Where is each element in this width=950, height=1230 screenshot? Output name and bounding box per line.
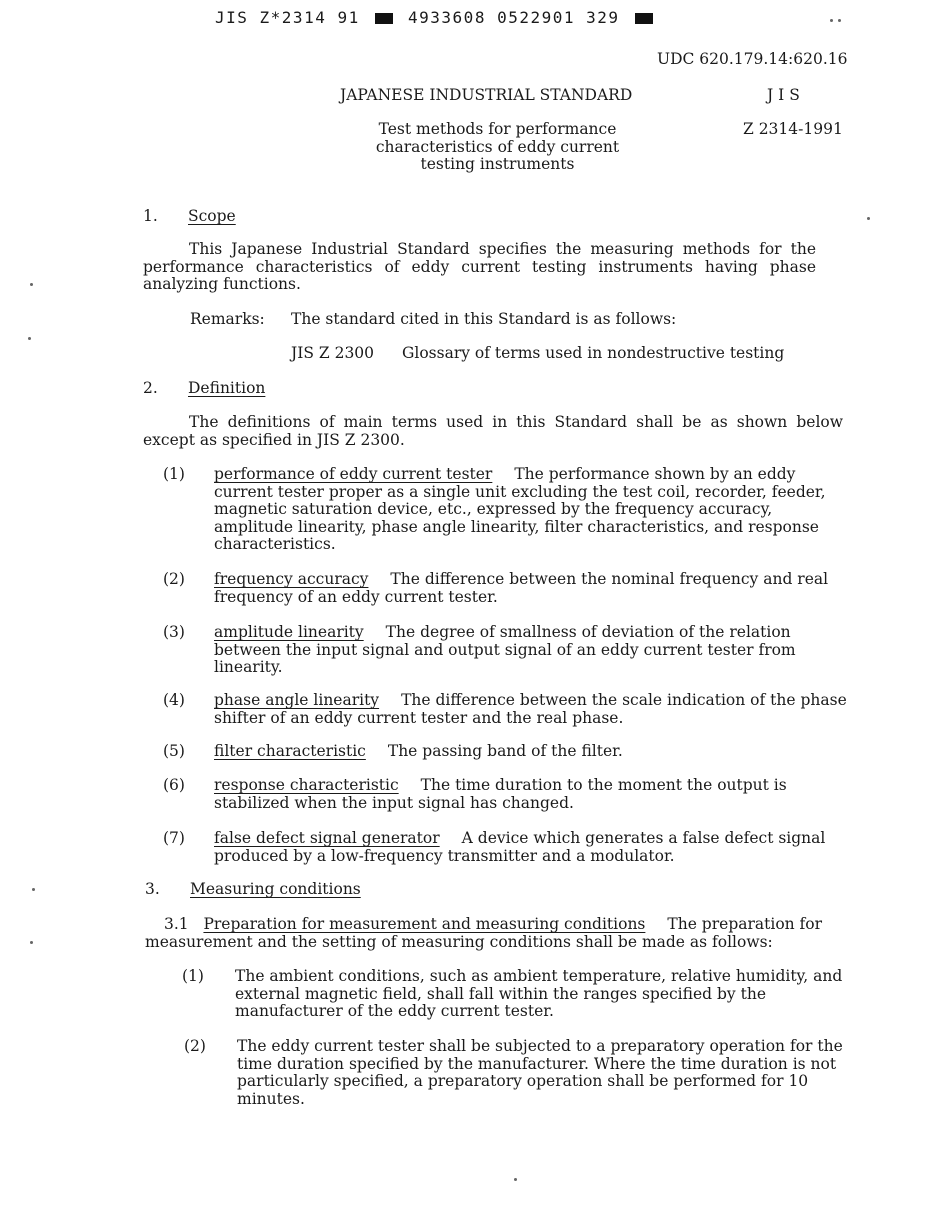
subsection-heading: Preparation for measurement and measuring conditions [203, 915, 646, 933]
subsection-number: 3.1 [164, 915, 189, 933]
def-text: The performance shown by an eddy current tester proper as a single unit excluding the test coil, recorder, feeder, magnetic saturation device, etc., expressed by the frequency accuracy, amplitude linearity, phase angle linearity, filter characteristics, and response characteristics. [214, 465, 826, 553]
def-item-number: (2) [163, 570, 185, 588]
def-text: The difference between the scale indication of the phase shifter of an eddy current tester and the real phase. [214, 691, 847, 727]
section-1-heading: Scope [188, 207, 236, 225]
black-block-mark [635, 13, 653, 24]
scan-speck [30, 941, 33, 944]
def-term: performance of eddy current tester [214, 465, 493, 483]
black-block-mark [375, 13, 393, 24]
def-item-number: (3) [163, 623, 185, 641]
condition-item-text: The ambient conditions, such as ambient temperature, relative humidity, and external magnetic field, shall fall within the ranges specified by the manufacturer of the eddy current tester. [235, 967, 843, 1020]
def-term: filter characteristic [214, 742, 366, 760]
catalog-code-line [215, 9, 657, 27]
def-item [214, 830, 844, 865]
definition-intro: The definitions of main terms used in this Standard shall be as shown below except as specified in JIS Z 2300. [143, 413, 843, 449]
def-text: The time duration to the moment the output is stabilized when the input signal has changed. [214, 776, 787, 812]
remarks-label: Remarks: [190, 310, 265, 328]
document-title [340, 121, 655, 174]
def-item-number: (1) [163, 465, 185, 483]
def-term: phase angle linearity [214, 691, 380, 709]
udc-code: UDC 620.179.14:620.16 [657, 50, 848, 68]
def-item [214, 777, 844, 812]
scan-speck [30, 283, 33, 286]
remarks-text: The standard cited in this Standard is as follows: [291, 310, 677, 328]
subsection-text: The preparation for measurement and the setting of measuring conditions shall be made as follows: [145, 915, 823, 951]
scan-speck [867, 217, 870, 220]
section-2-number: 2. [143, 379, 158, 397]
scan-speck [830, 19, 833, 22]
def-item-number: (4) [163, 691, 185, 709]
scope-paragraph: This Japanese Industrial Standard specifies the measuring methods for the performance characteristics of eddy current testing instruments having phase analyzing functions. [143, 240, 816, 293]
subsection-3-1 [145, 916, 855, 951]
cited-standard-code: JIS Z 2300 [291, 344, 375, 362]
condition-item-number: (2) [184, 1037, 206, 1055]
section-2-heading: Definition [188, 379, 266, 397]
def-text: The degree of smallness of deviation of the relation between the input signal and output signal of an eddy current tester from linearity. [214, 623, 796, 676]
standard-number: Z 2314-1991 [743, 120, 843, 138]
catalog-code-left: JIS Z*2314 91 [215, 8, 360, 27]
def-item-number: (6) [163, 776, 185, 794]
def-text: The difference between the nominal frequency and real frequency of an eddy current tester. [214, 570, 829, 606]
def-term: amplitude linearity [214, 623, 364, 641]
def-term: frequency accuracy [214, 570, 369, 588]
def-text: The passing band of the filter. [387, 742, 623, 760]
def-item [214, 692, 854, 727]
def-text: A device which generates a false defect signal produced by a low-frequency transmitter and a modulator. [214, 829, 826, 865]
def-item-number: (5) [163, 742, 185, 760]
condition-item-number: (1) [182, 967, 204, 985]
section-3-number: 3. [145, 880, 160, 898]
condition-item-text: The eddy current tester shall be subjected to a preparatory operation for the time duration specified by the manufacturer. Where the time duration is not particularly specified, a preparatory operation shall be performed for 10 minutes. [237, 1037, 843, 1108]
title-line: characteristics of eddy current [375, 137, 620, 156]
scan-speck [514, 1178, 517, 1181]
def-item-number: (7) [163, 829, 185, 847]
def-item [214, 624, 854, 677]
def-item [214, 743, 854, 761]
def-term: response characteristic [214, 776, 399, 794]
scan-speck [32, 888, 35, 891]
def-item [214, 571, 844, 606]
jis-mark: J I S [767, 86, 800, 104]
standard-org: JAPANESE INDUSTRIAL STANDARD [340, 86, 633, 104]
section-3-heading: Measuring conditions [190, 880, 361, 898]
scan-speck [28, 337, 31, 340]
scan-speck [838, 19, 841, 22]
cited-standard-title: Glossary of terms used in nondestructive testing [402, 344, 785, 362]
title-line: testing instruments [420, 155, 575, 173]
catalog-code-mid: 4933608 0522901 329 [408, 8, 620, 27]
section-1-number: 1. [143, 207, 158, 225]
def-term: false defect signal generator [214, 829, 440, 847]
title-line: Test methods for performance [378, 120, 617, 138]
def-item [214, 466, 844, 554]
